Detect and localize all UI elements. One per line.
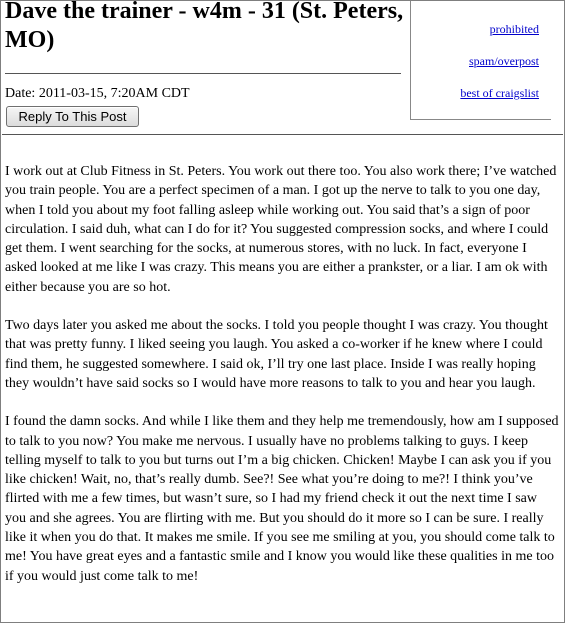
flag-spam-link[interactable]: spam/overpost	[469, 54, 539, 68]
post-paragraph: I found the damn socks. And while I like them and they help me tremendously, how am I supposed to talk to you now? You make me nervous. I usually have no problems talking to guys. I keep telling myself to talk to you but turns out I’m a big chicken. Chicken! Maybe I can ask you if you like chicken! Wait, no, that’s really dumb. See?! See what you’re doing to me?! I think you’ve flirted with me a few times, but wasn’t sure, so I had my friend check it out the next time I saw you and she agrees. You are flirting with me. But you should do it more so I can be sure. I really like it when you do that. It makes me smile. If you see me smiling at you, you should come talk to me! You have great eyes and a fantastic smile and I know you would like these qualities in me too if you would just come talk to me!	[5, 414, 559, 584]
post-paragraph: Two days later you asked me about the socks. I told you people thought I was crazy. You thought that was pretty funny. I liked seeing you laugh. You asked a co-worker if he knew where I could find them, he suggested somewhere. I said ok, I’ll try one last place. Inside I was really hoping they wouldn’t have said socks so I would have more reasons to talk to you and hear you laugh.	[5, 318, 548, 391]
reply-button[interactable]: Reply To This Post	[6, 106, 139, 127]
title-divider	[5, 73, 401, 74]
flag-prohibited-link[interactable]: prohibited	[489, 22, 539, 36]
header-divider	[2, 134, 563, 135]
flag-best-of-link[interactable]: best of craigslist	[460, 86, 539, 100]
post-paragraph: I work out at Club Fitness in St. Peters. You work out there too. You also work there; I’ve watched you train people. You are a perfect specimen of a man. I got up the nerve to talk to you one day, when I told you about my foot falling asleep while working out. You said that’s a sign of poor circulation. I said duh, what can I do for it? You suggested compression socks, and where I could get them. I went searching for the socks, at numerous stores, with no luck. In fact, everyone I asked looked at me like I was crazy. This means you are either a prankster, or a liar. I am ok with either because you are so hot.	[5, 164, 557, 295]
post-date: Date: 2011-03-15, 7:20AM CDT	[5, 86, 190, 101]
flag-links-box	[410, 0, 551, 120]
post-body	[5, 162, 561, 605]
post-title: Dave the trainer - w4m - 31 (St. Peters, MO)	[5, 0, 404, 53]
